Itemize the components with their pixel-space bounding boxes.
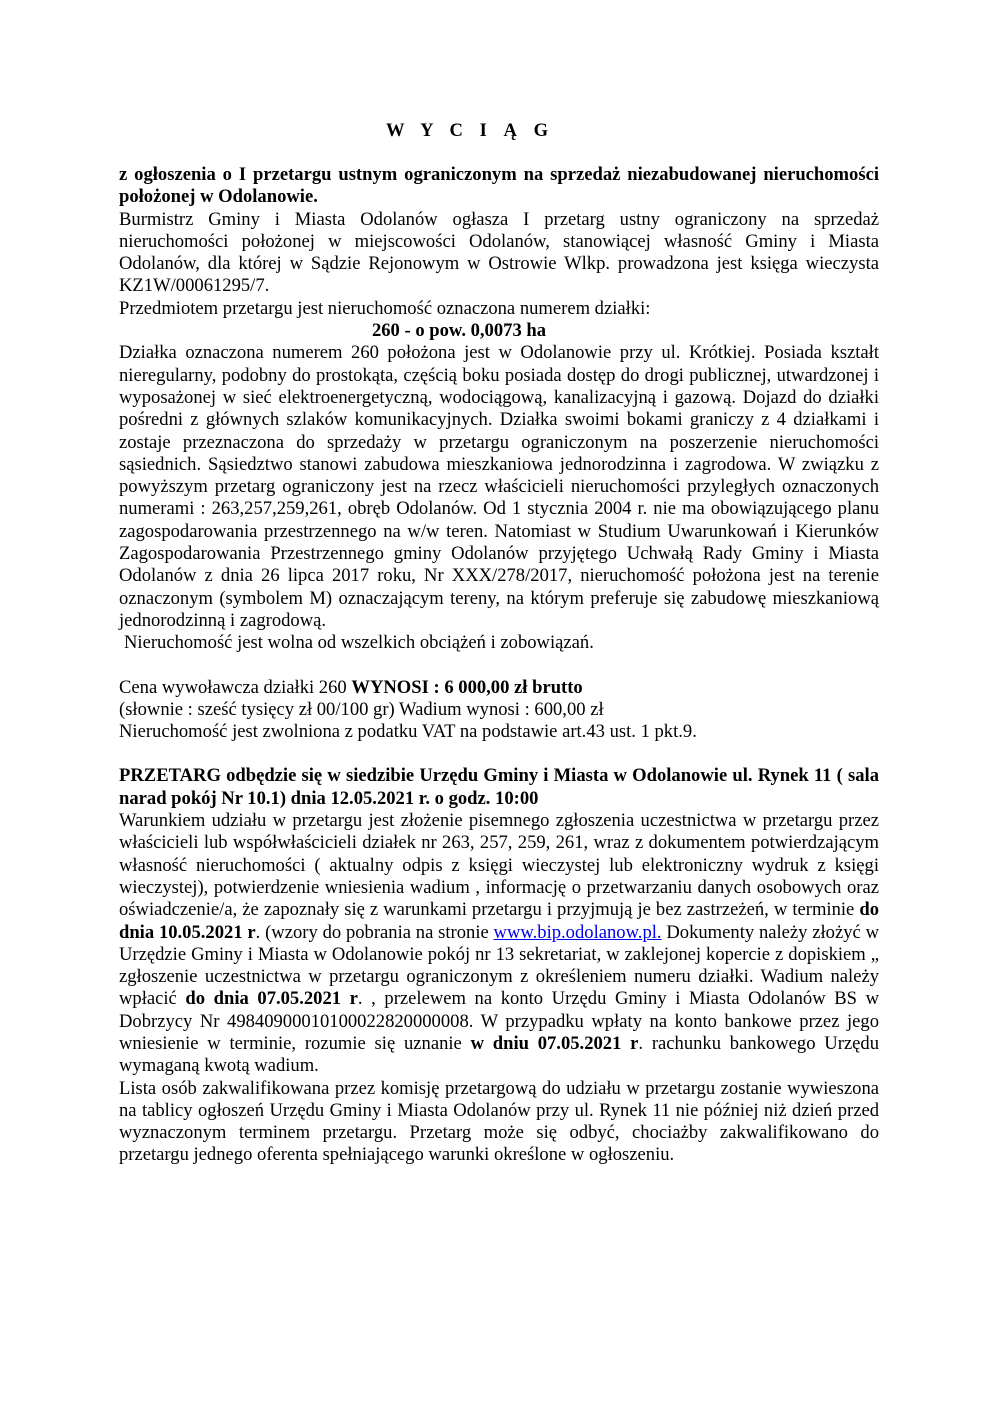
deposit-credit-date: w dniu 07.05.2021 r bbox=[470, 1032, 639, 1054]
bip-link[interactable]: www.bip.odolanow.pl. bbox=[493, 921, 662, 943]
price-line bbox=[119, 677, 879, 699]
price-prefix: Cena wywoławcza działki 260 bbox=[119, 676, 352, 698]
paragraph-conditions bbox=[119, 810, 879, 1078]
vat-line: Nieruchomość jest zwolniona z podatku VAT na podstawie art.43 ust. 1 pkt.9. bbox=[119, 721, 697, 743]
spacer bbox=[119, 655, 879, 677]
parcel-line: 260 - o pow. 0,0073 ha bbox=[371, 320, 547, 342]
conditions-text-d: Dokumenty należy złożyć w Urzędzie Gminy i Miasta w Odolanowie pokój nr 13 sekretariat, w zaklejonej kopercie z dopiskiem „ zgłoszenie uczestnictwa w przetargu ograniczonym z określeniem numeru działki. Wadium należy wpłacić bbox=[119, 921, 879, 1010]
paragraph-parcel-description: Działka oznaczona numerem 260 położona jest w Odolanowie przy ul. Krótkiej. Posiada kształt nieregularny, podobny do prostokąta, częścią boku posiada dostęp do drogi publicznej, utwardzonej i wyposażonej w sieć elektroenergetyczną, wodociągową, kanalizacyjną i gazową. Dojazd do działki pośredni z głównych szlaków komunikacyjnych. Działka swoimi bokami graniczy z 4 działkami i zostaje przeznaczona do sprzedaży w przetargu ograniczonym na poszerzenie nieruchomości sąsiednich. Sąsiedztwo stanowi zabudowa mieszkaniowa jednorodzinna i zagrodowa. W związku z powyższym przetarg ograniczony jest na rzecz właścicieli nieruchomości przyległych oznaczonych numerami : 263,257,259,261, obręb Odolanów. Od 1 stycznia 2004 r. nie ma obowiązującego planu zagospodarowania przestrzennego na w/w teren. Natomiast w Studium Uwarunkowań i Kierunków Zagospodarowania Przestrzennego gminy Odolanów przyjętego Uchwałą Rady Gminy i Miasta Odolanów z dnia 26 lipca 2017 roku, Nr XXX/278/2017, nieruchomość położona jest na terenie oznaczonym (symbolem M) oznaczającym tereny, na którym preferuje się zabudowę mieszkaniową jednorodzinną i zagrodową. bbox=[119, 342, 879, 631]
conditions-text-a: Warunkiem udziału w przetargu jest złożenie pisemnego zgłoszenia uczestnictwa w przetargu przez właścicieli lub współwłaścicieli działek nr 263, 257, 259, 261, wraz z dokumentem potwierdzającym własność nieruchomości ( aktualny odpis z księgi wieczystej lub elektroniczny wydruk z księgi wieczystej), potwierdzenie wniesienia wadium , informację o przetwarzaniu danych osobowych oraz oświadczenie/a, że zapoznały się z warunkami przetargu i przyjmują je bez zastrzeżeń, w terminie bbox=[119, 810, 879, 921]
price-words-line: (słownie : sześć tysięcy zł 00/100 gr) Wadium wynosi : 600,00 zł bbox=[119, 698, 604, 720]
document-body bbox=[119, 164, 879, 1167]
paragraph-subject: Przedmiotem przetargu jest nieruchomość oznaczona numerem działki: bbox=[119, 297, 651, 319]
spacer bbox=[119, 743, 879, 765]
conditions-text-c: . (wzory do pobrania na stronie bbox=[255, 921, 494, 943]
conditions-text-f: . , przelewem na konto Urzędu Gminy i Miasta Odolanów BS w Dobrzycy Nr 49840900010100022820000008. W przypadku wpłaty na konto bankowe przez jego wniesienie w terminie, rozumie się uznanie bbox=[119, 988, 880, 1054]
conditions-text-h: . rachunku bankowego Urzędu wymaganą kwotą wadium. bbox=[119, 1032, 879, 1077]
document-title: W Y C I Ą G bbox=[385, 120, 555, 141]
paragraph-announcement: Burmistrz Gminy i Miasta Odolanów ogłasza I przetarg ustny ograniczony na sprzedaż nieruchomości położonej w miejscowości Odolanów, stanowiącej własność Gminy i Miasta Odolanów, dla której w Sądzie Rejonowym w Ostrowie Wlkp. prowadzona jest księga wieczysta KZ1W/00061295/7. bbox=[119, 208, 879, 297]
deadline-deposit: do dnia 07.05.2021 r bbox=[185, 988, 358, 1010]
paragraph-encumbrances: Nieruchomość jest wolna od wszelkich obciążeń i zobowiązań. bbox=[124, 632, 594, 654]
paragraph-qualified-list: Lista osób zakwalifikowana przez komisję przetargową do udziału w przetargu zostanie wywieszona na tablicy ogłoszeń Urzędu Gminy i Miasta Odolanów przy ul. Rynek 11 nie później niż dzień przed wyznaczonym terminem przetargu. Przetarg może się odbyć, chociażby zakwalifikowano do przetargu jednego oferenta spełniającego warunki określone w ogłoszeniu. bbox=[119, 1077, 879, 1166]
auction-heading: PRZETARG odbędzie się w siedzibie Urzędu Gminy i Miasta w Odolanowie ul. Rynek 11 ( sala narad pokój Nr 10.1) dnia 12.05.2021 r. o godz. 10:00 bbox=[119, 765, 879, 809]
deadline-registration: do dnia 10.05.2021 r bbox=[119, 899, 879, 943]
price-value: WYNOSI : 6 000,00 zł brutto bbox=[351, 676, 583, 698]
intro-heading: z ogłoszenia o I przetargu ustnym ograniczonym na sprzedaż niezabudowanej nieruchomości położonej w Odolanowie. bbox=[119, 164, 879, 208]
